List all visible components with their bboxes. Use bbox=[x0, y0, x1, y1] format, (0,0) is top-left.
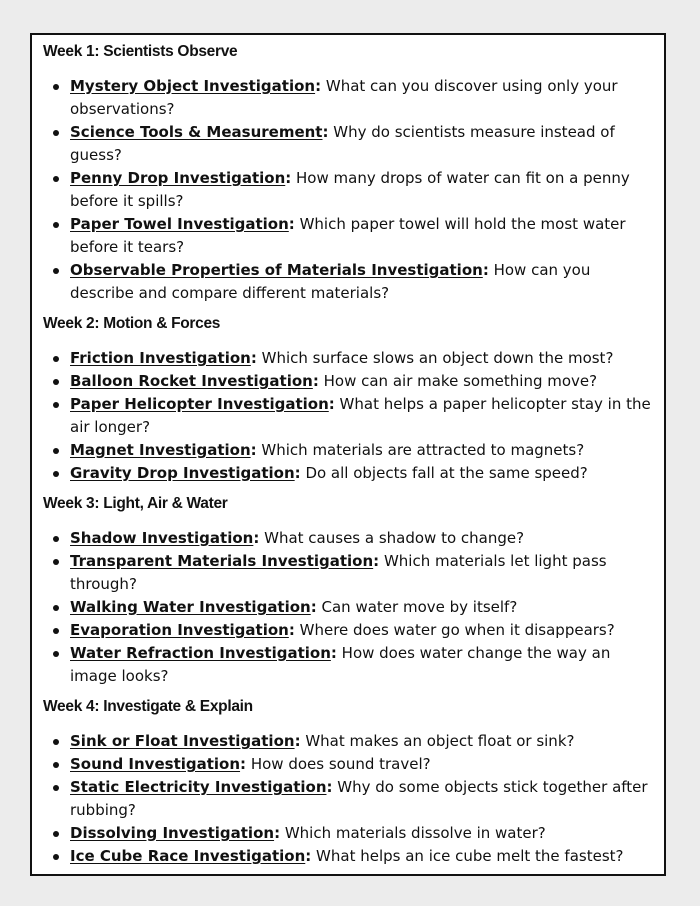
list-item bbox=[44, 596, 654, 619]
week-4-section bbox=[44, 696, 654, 868]
investigation-name: Observable Properties of Materials Investigation bbox=[70, 261, 483, 279]
investigation-name: Shadow Investigation bbox=[70, 529, 254, 547]
week-3-title: Week 3: Light, Air & Water bbox=[43, 495, 228, 512]
separator: : bbox=[250, 441, 257, 459]
bullet-icon bbox=[53, 448, 59, 454]
investigation-name: Transparent Materials Investigation bbox=[70, 552, 374, 570]
investigation-question: How can you describe and compare different materials? bbox=[70, 261, 591, 302]
investigation-name: Evaporation Investigation bbox=[70, 621, 289, 639]
separator: : bbox=[328, 395, 335, 413]
bullet-icon bbox=[53, 379, 59, 385]
investigation-question: Why do scientists measure instead of guess? bbox=[70, 123, 615, 164]
investigation-question: Can water move by itself? bbox=[321, 598, 518, 616]
separator: : bbox=[373, 552, 380, 570]
list-item bbox=[44, 845, 654, 868]
separator: : bbox=[315, 77, 322, 95]
separator: : bbox=[253, 529, 260, 547]
bullet-icon bbox=[53, 471, 59, 477]
bullet-icon bbox=[53, 536, 59, 542]
bullet-icon bbox=[53, 222, 59, 228]
investigation-name: Dissolving Investigation bbox=[70, 824, 275, 842]
bullet-icon bbox=[53, 854, 59, 860]
separator: : bbox=[305, 847, 312, 865]
investigation-name: Science Tools & Measurement bbox=[70, 123, 323, 141]
bullet-icon bbox=[53, 831, 59, 837]
document-page bbox=[30, 33, 666, 876]
week-2-title: Week 2: Motion & Forces bbox=[43, 315, 221, 332]
week-3-section bbox=[44, 493, 654, 688]
week-3-list bbox=[44, 527, 654, 688]
investigation-question: What helps a paper helicopter stay in the air longer? bbox=[70, 395, 651, 436]
bullet-icon bbox=[53, 84, 59, 90]
bullet-icon bbox=[53, 785, 59, 791]
list-item bbox=[44, 822, 654, 845]
bullet-icon bbox=[53, 559, 59, 565]
bullet-icon bbox=[53, 651, 59, 657]
investigation-name: Water Refraction Investigation bbox=[70, 644, 331, 662]
list-item bbox=[44, 259, 654, 305]
investigation-question: How can air make something move? bbox=[323, 372, 598, 390]
list-item bbox=[44, 75, 654, 121]
investigation-name: Static Electricity Investigation bbox=[70, 778, 327, 796]
bullet-icon bbox=[53, 402, 59, 408]
separator: : bbox=[294, 464, 301, 482]
list-item bbox=[44, 370, 654, 393]
investigation-question: Do all objects fall at the same speed? bbox=[305, 464, 588, 482]
separator: : bbox=[274, 824, 281, 842]
separator: : bbox=[330, 644, 337, 662]
list-item bbox=[44, 753, 654, 776]
week-4-title: Week 4: Investigate & Explain bbox=[43, 698, 253, 715]
list-item bbox=[44, 619, 654, 642]
separator: : bbox=[482, 261, 489, 279]
list-item bbox=[44, 527, 654, 550]
investigation-question: How does water change the way an image looks? bbox=[70, 644, 611, 685]
investigation-name: Sound Investigation bbox=[70, 755, 241, 773]
list-item bbox=[44, 393, 654, 439]
week-2-list bbox=[44, 347, 654, 485]
investigation-question: Which materials let light pass through? bbox=[70, 552, 607, 593]
investigation-name: Penny Drop Investigation bbox=[70, 169, 286, 187]
investigation-name: Paper Towel Investigation bbox=[70, 215, 289, 233]
bullet-icon bbox=[53, 268, 59, 274]
list-item bbox=[44, 213, 654, 259]
week-2-section bbox=[44, 313, 654, 485]
week-1-list bbox=[44, 75, 654, 305]
separator: : bbox=[285, 169, 292, 187]
separator: : bbox=[310, 598, 317, 616]
investigation-name: Sink or Float Investigation bbox=[70, 732, 295, 750]
investigation-name: Paper Helicopter Investigation bbox=[70, 395, 329, 413]
bullet-icon bbox=[53, 628, 59, 634]
list-item bbox=[44, 550, 654, 596]
bullet-icon bbox=[53, 130, 59, 136]
list-item bbox=[44, 439, 654, 462]
list-item bbox=[44, 730, 654, 753]
list-item bbox=[44, 642, 654, 688]
separator: : bbox=[312, 372, 319, 390]
investigation-question: Which materials are attracted to magnets? bbox=[261, 441, 585, 459]
bullet-icon bbox=[53, 356, 59, 362]
week-4-list bbox=[44, 730, 654, 868]
investigation-question: What causes a shadow to change? bbox=[264, 529, 525, 547]
investigation-name: Mystery Object Investigation bbox=[70, 77, 316, 95]
bullet-icon bbox=[53, 739, 59, 745]
separator: : bbox=[250, 349, 257, 367]
investigation-question: How many drops of water can fit on a penny before it spills? bbox=[70, 169, 630, 210]
bullet-icon bbox=[53, 762, 59, 768]
list-item bbox=[44, 121, 654, 167]
investigation-question: Which surface slows an object down the most? bbox=[261, 349, 614, 367]
investigation-name: Friction Investigation bbox=[70, 349, 251, 367]
list-item bbox=[44, 167, 654, 213]
week-1-section bbox=[44, 41, 654, 305]
investigation-question: Which paper towel will hold the most water before it tears? bbox=[70, 215, 626, 256]
investigation-question: Where does water go when it disappears? bbox=[299, 621, 615, 639]
list-item bbox=[44, 776, 654, 822]
separator: : bbox=[288, 215, 295, 233]
separator: : bbox=[326, 778, 333, 796]
separator: : bbox=[294, 732, 301, 750]
investigation-question: What makes an object float or sink? bbox=[305, 732, 575, 750]
investigation-name: Balloon Rocket Investigation bbox=[70, 372, 313, 390]
bullet-icon bbox=[53, 605, 59, 611]
investigation-question: What can you discover using only your observations? bbox=[70, 77, 618, 118]
investigation-question: Which materials dissolve in water? bbox=[284, 824, 546, 842]
investigation-name: Magnet Investigation bbox=[70, 441, 251, 459]
week-1-title: Week 1: Scientists Observe bbox=[43, 43, 238, 60]
list-item bbox=[44, 462, 654, 485]
investigation-question: Why do some objects stick together after rubbing? bbox=[70, 778, 648, 819]
separator: : bbox=[322, 123, 329, 141]
separator: : bbox=[288, 621, 295, 639]
investigation-name: Gravity Drop Investigation bbox=[70, 464, 295, 482]
investigation-question: How does sound travel? bbox=[250, 755, 431, 773]
bullet-icon bbox=[53, 176, 59, 182]
separator: : bbox=[240, 755, 247, 773]
investigation-name: Ice Cube Race Investigation bbox=[70, 847, 306, 865]
investigation-name: Walking Water Investigation bbox=[70, 598, 311, 616]
investigation-question: What helps an ice cube melt the fastest? bbox=[316, 847, 624, 865]
list-item bbox=[44, 347, 654, 370]
